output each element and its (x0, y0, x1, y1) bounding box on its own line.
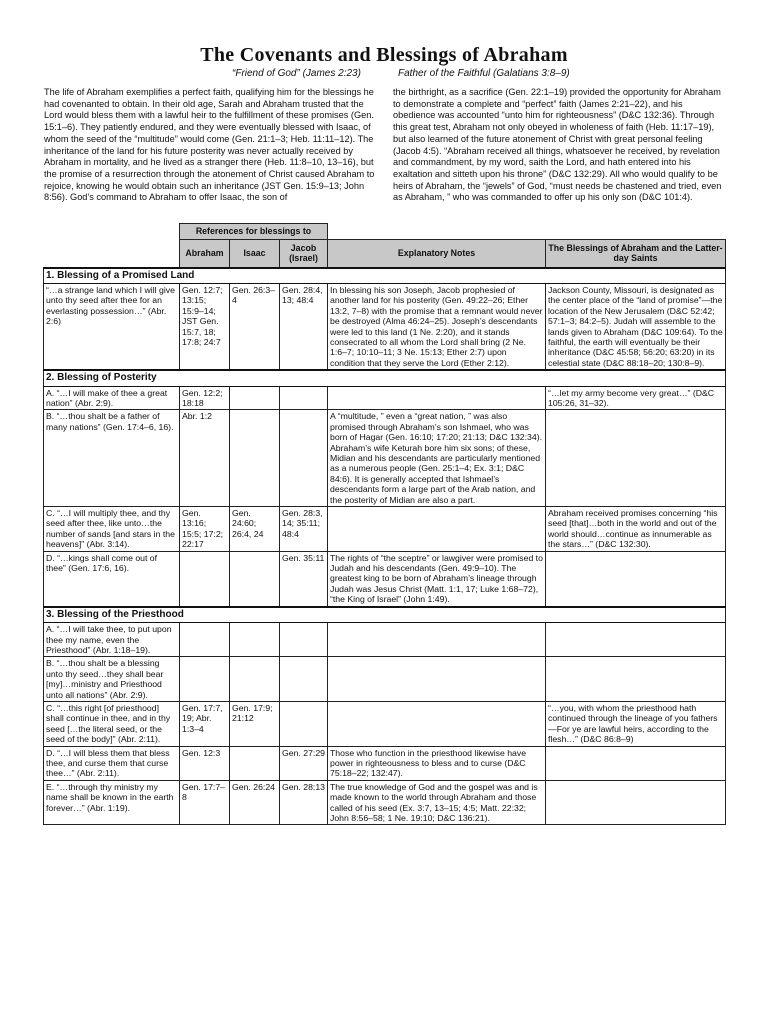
jacob-cell (280, 623, 328, 657)
section-title: 2. Blessing of Posterity (44, 370, 726, 386)
table-row (44, 657, 726, 702)
notes-cell (328, 657, 546, 702)
abraham-cell (180, 623, 230, 657)
isaac-cell (230, 551, 280, 607)
abraham-cell: Gen. 17:7–8 (180, 780, 230, 825)
intro-column-2: the birthright, as a sacrifice (Gen. 22:1–19) provided the opportunity for Abraham to demonstrate a complete and “perfect” faith (James 2:21–22), and his obedience was accounted “unto him for righteousness” (D&C 132:36). Through this great test, Abraham not only obeyed in wholeness of faith (Heb. 11:17–19), but also learned of the future atonement of Christ with great personal feeling (Jacob 4:5). “Abraham received all things, whatsoever he received, by revelation and commandment, by my word, saith the Lord, and hath entered into his exaltation and sitteth upon his throne” (D&C 132:29). All who would qualify to be heirs of Abraham, the “jewels” of God, “must needs be chastened and tried, even as Abraham, ” who was commanded to offer up his only son (D&C 101:4). (393, 87, 722, 203)
notes-cell: Those who function in the priesthood likewise have power in righteousness to bless and to curse (D&C 75:18–22; 132:47). (328, 746, 546, 780)
abraham-cell (180, 657, 230, 702)
header-spacer (328, 224, 546, 240)
subtitle-right: Father of the Faithful (Galatians 3:8–9) (398, 68, 570, 79)
abraham-header: Abraham (180, 240, 230, 268)
saints-cell (546, 746, 726, 780)
abraham-cell: Gen. 12:2; 18:18 (180, 386, 230, 410)
quote-cell: C. “…I will multiply thee, and thy seed after thee, like unto…the number of sands [and stars in the heavens]” (Abr. 3:14). (44, 507, 180, 552)
jacob-cell (280, 701, 328, 746)
notes-cell: In blessing his son Joseph, Jacob prophesied of another land for his posterity (Gen. 49:22–26; Ether 13:2, 7–8) with the promise that a remnant would never be destroyed (Alma 46:24–25). Joseph’s descendants were led to this land (1 Ne. 2:20), and it stands consecrated to all whom the Lord shall bring (2 Ne. 1:6–7; 10:10–11; 3 Ne. 15:13; Ether 2:7) upon condition that they serve the Lord (Ether 2:12). (328, 283, 546, 370)
abraham-cell: Abr. 1:2 (180, 410, 230, 507)
quote-cell: B. “…thou shalt be a father of many nations” (Gen. 17:4–6, 16). (44, 410, 180, 507)
section-title: 1. Blessing of a Promised Land (44, 268, 726, 284)
isaac-cell: Gen. 26:3–4 (230, 283, 280, 370)
header-spacer (546, 224, 726, 240)
isaac-cell (230, 657, 280, 702)
saints-cell (546, 623, 726, 657)
saints-cell: Abraham received promises concerning “his seed [that]…both in the world and out of the world should…continue as innumerable as the stars…” (D&C 132:30). (546, 507, 726, 552)
notes-cell (328, 507, 546, 552)
quote-cell: B. “…thou shalt be a blessing unto thy seed…they shall bear [my]…ministry and Priesthood unto all nations” (Abr. 2:9). (44, 657, 180, 702)
isaac-cell: Gen. 17:9; 21:12 (230, 701, 280, 746)
header-spacer (44, 224, 180, 240)
table-row (44, 410, 726, 507)
notes-cell: The rights of “the sceptre” or lawgiver were promised to Judah and his descendants (Gen. 49:9–10). The greatest king to be born of Abraham’s lineage through Judah was Jesus Christ (Matt. 1:1, 17; Luke 1:68–72), “the King of Israel” (John 1:49). (328, 551, 546, 607)
section-title: 3. Blessing of the Priesthood (44, 607, 726, 623)
abraham-cell: Gen. 17:7, 19; Abr. 1:3–4 (180, 701, 230, 746)
jacob-cell (280, 386, 328, 410)
abraham-cell: Gen. 12:3 (180, 746, 230, 780)
isaac-cell: Gen. 24:60; 26:4, 24 (230, 507, 280, 552)
quote-cell: D. “…I will bless them that bless thee, and curse them that curse thee…” (Abr. 2:11). (44, 746, 180, 780)
jacob-cell: Gen. 28:3, 14; 35:11; 48:4 (280, 507, 328, 552)
jacob-cell: Gen. 28:13 (280, 780, 328, 825)
saints-cell: Jackson County, Missouri, is designated as the center place of the “land of promise”—the location of the New Jerusalem (D&C 52:42; 57:1–3; 84:2–5). Judah will assemble to the lands given to Abraham (D&C 109:64). To the faithful, the earth will eventually be their inheritance (D&C 45:58; 56:20; 63:20) in its celestial state (D&C 88:18–20; 130:8–9). (546, 283, 726, 370)
jacob-cell (280, 657, 328, 702)
jacob-cell: Gen. 27:29 (280, 746, 328, 780)
table-row (44, 283, 726, 370)
notes-cell: A “multitude, ” even a “great nation, ” was also promised through Abraham’s son Ishmael, who was born of Hagar (Gen. 16:10; 17:20; 21:13; D&C 132:34). Abraham’s wife Keturah bore him six sons; of these, Midian and his descendants are particularly mentioned as a numerous people (Gen. 25:1–4; Ex. 3:1; D&C 84:6). It is generally accepted that Ishmael’s descendants form a large part of the Arab nation, and the posterity of Midian are also a part. (328, 410, 546, 507)
abraham-cell: Gen. 13:16; 15:5; 17:2; 22:17 (180, 507, 230, 552)
references-header: References for blessings to (180, 224, 328, 240)
quote-cell: C. “…this right [of priesthood] shall continue in thee, and in thy seed […the literal seed, or the seed of the body]” (Abr. 2:11). (44, 701, 180, 746)
jacob-header: Jacob (Israel) (280, 240, 328, 268)
isaac-cell (230, 746, 280, 780)
jacob-cell (280, 410, 328, 507)
isaac-cell (230, 386, 280, 410)
abraham-cell: Gen. 12:7; 13:15; 15:9–14; JST Gen. 15:7, 18; 17:8; 24:7 (180, 283, 230, 370)
saints-cell: “…let my army become very great…” (D&C 105:26, 31–32). (546, 386, 726, 410)
table-row (44, 386, 726, 410)
table-row (44, 507, 726, 552)
quote-cell: A. “…I will make of thee a great nation” (Abr. 2:9). (44, 386, 180, 410)
isaac-cell: Gen. 26:24 (230, 780, 280, 825)
notes-cell: The true knowledge of God and the gospel was and is made known to the world through Abraham and those called of his seed (Ex. 3:7, 13–15; 4:5; Matt. 22:32; John 8:56–58; 1 Ne. 19:10; D&C 136:21). (328, 780, 546, 825)
saints-header: The Blessings of Abraham and the Latter-day Saints (546, 240, 726, 268)
saints-cell: “…you, with whom the priesthood hath continued through the lineage of you fathers—For ye are lawful heirs, according to the flesh…” (D&C 86:8–9) (546, 701, 726, 746)
notes-header: Explanatory Notes (328, 240, 546, 268)
saints-cell (546, 551, 726, 607)
quote-cell: “…a strange land which I will give unto thy seed after thee for an everlasting possession…” (Abr. 2:6) (44, 283, 180, 370)
notes-cell (328, 701, 546, 746)
notes-cell (328, 386, 546, 410)
saints-cell (546, 780, 726, 825)
intro-column-1: The life of Abraham exemplifies a perfect faith, qualifying him for the blessings he had covenanted to obtain. In their old age, Sarah and Abraham trusted that the Lord would bless them with a lawful heir to the fulfillment of these promises (Gen. 15:1–6). They patiently endured, and they were eventually blessed with Isaac, of whom the seed of the “multitude” would come (Gen. 21:1–3; Heb. 11:11–12). The inheritance of the land for his future posterity was never actually received by Abraham in mortality, and he lived as a stranger there (Heb. 11:8–10, 13–16), but the promise of a resurrection through the atonement of Christ caused Abraham to rejoice, knowing he would obtain such an inheritance (JST Gen. 15:9–13; John 8:56). God’s command to Abraham to offer Isaac, the son of (44, 87, 375, 203)
isaac-cell (230, 623, 280, 657)
jacob-cell: Gen. 35:11 (280, 551, 328, 607)
table-row (44, 551, 726, 607)
quote-cell: A. “…I will take thee, to put upon thee my name, even the Priesthood” (Abr. 1:18–19). (44, 623, 180, 657)
table-row (44, 701, 726, 746)
abraham-cell (180, 551, 230, 607)
saints-cell (546, 410, 726, 507)
header-spacer (44, 240, 180, 268)
table-row (44, 746, 726, 780)
table-row (44, 780, 726, 825)
subtitle-left: “Friend of God” (James 2:23) (232, 68, 361, 79)
page-title: The Covenants and Blessings of Abraham (200, 44, 568, 66)
jacob-cell: Gen. 28:4, 13; 48:4 (280, 283, 328, 370)
quote-cell: E. “…through thy ministry my name shall be known in the earth forever…” (Abr. 1:19). (44, 780, 180, 825)
table-row (44, 623, 726, 657)
notes-cell (328, 623, 546, 657)
isaac-header: Isaac (230, 240, 280, 268)
blessings-table (43, 223, 726, 825)
isaac-cell (230, 410, 280, 507)
quote-cell: D. “…kings shall come out of thee” (Gen. 17:6, 16). (44, 551, 180, 607)
saints-cell (546, 657, 726, 702)
